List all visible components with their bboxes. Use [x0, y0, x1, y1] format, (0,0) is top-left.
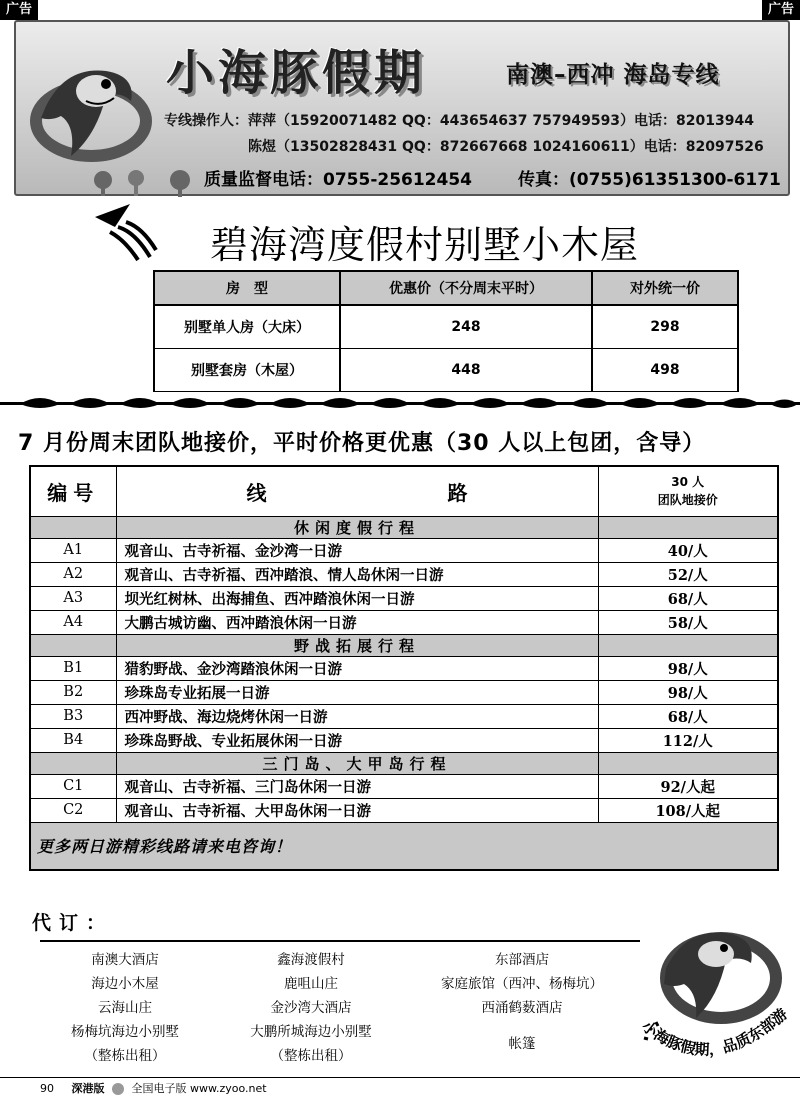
- dolphin-mascot-icon: [626, 918, 796, 1078]
- more-info-row: [30, 822, 778, 870]
- supervision-line: 质量监督电话：0755-25612454 传真：(0755)61351300-6171: [204, 170, 781, 190]
- national-edition: 全国电子版 www.zyoo.net: [131, 1082, 267, 1095]
- list-item: 杨梅坑海边小别墅: [71, 1024, 179, 1040]
- col-route-header: 线 路: [116, 466, 598, 516]
- room-type: 别墅套房（木屋）: [154, 348, 340, 391]
- table-row: B2 珍珠岛专业拓展一日游 98/人: [30, 680, 778, 704]
- list-item: 鹿咀山庄: [284, 976, 338, 992]
- table-row: A4 大鹏古城访幽、西冲踏浪休闲一日游 58/人: [30, 610, 778, 634]
- discount-price: 448: [340, 348, 592, 391]
- header-banner: [14, 20, 790, 196]
- section-row: [30, 752, 778, 774]
- list-item: （整栋出租）: [84, 1048, 166, 1064]
- globe-icon: [112, 1083, 124, 1095]
- villa-row: [154, 348, 738, 391]
- table-row: A3 坝光红树林、出海捕鱼、西冲踏浪休闲一日游 68/人: [30, 586, 778, 610]
- more-info-text: 更多两日游精彩线路请来电咨询！: [37, 837, 293, 857]
- booking-list: [40, 940, 640, 1068]
- wave-divider-icon: [0, 392, 800, 416]
- list-item: 大鹏所城海边小别墅: [250, 1024, 372, 1040]
- section-row: [30, 516, 778, 538]
- table-row: C2 观音山、古寺祈福、大甲岛休闲一日游 108/人起: [30, 798, 778, 822]
- discount-price: 248: [340, 305, 592, 348]
- room-type: 别墅单人房（大床）: [154, 305, 340, 348]
- villa-col-public: 对外统一价: [592, 271, 738, 305]
- operator-line-1: 专线操作人：萍萍（15920071482 QQ：443654637 757949593）电话：82013944: [164, 113, 754, 129]
- edition-label: 深港版: [71, 1082, 105, 1095]
- promo-headline: 7 月份周末团队地接价，平时价格更优惠（30 人以上包团，含导）: [18, 431, 706, 456]
- section-row: [30, 634, 778, 656]
- list-item: 家庭旅馆（西冲、杨梅坑）: [441, 976, 603, 992]
- villa-row: [154, 305, 738, 348]
- list-item: 南澳大酒店: [91, 952, 159, 968]
- villa-col-type: 房 型: [154, 271, 340, 305]
- list-item: 鑫海渡假村: [277, 952, 345, 968]
- villa-col-discount: 优惠价（不分周末平时）: [340, 271, 592, 305]
- ad-label-left: 广告: [0, 0, 38, 20]
- slogan-text: 小海豚假期，品质东部游: [638, 1004, 792, 1059]
- villa-price-table: [153, 270, 739, 392]
- booking-title: 代订：: [32, 912, 114, 934]
- ad-label-right: 广告: [762, 0, 800, 20]
- table-row: B3 西冲野战、海边烧烤休闲一日游 68/人: [30, 704, 778, 728]
- list-item: 东部酒店: [495, 952, 549, 968]
- public-price: 298: [592, 305, 738, 348]
- col-code-header: 编号: [30, 466, 116, 516]
- section-title: 三门岛、大甲岛行程: [116, 752, 598, 774]
- table-row: B1 猎豹野战、金沙湾踏浪休闲一日游 98/人: [30, 656, 778, 680]
- table-row: A2 观音山、古寺祈福、西冲踏浪、情人岛休闲一日游 52/人: [30, 562, 778, 586]
- public-price: 498: [592, 348, 738, 391]
- page-footer: [0, 1077, 800, 1100]
- list-item: 海边小木屋: [91, 976, 159, 992]
- villa-title: 碧海湾度假村别墅小木屋: [210, 223, 640, 267]
- list-item: 金沙湾大酒店: [270, 1000, 352, 1016]
- list-item: 西涌鹤薮酒店: [481, 1000, 563, 1016]
- brand-title: 小海豚假期: [166, 45, 427, 101]
- trees-icon: [88, 168, 218, 198]
- section-title: 休闲度假行程: [116, 516, 598, 538]
- operator-line-2: 陈煜（13502828431 QQ：872667668 1024160611）电话：82097526: [248, 139, 764, 155]
- list-item: （整栋出租）: [270, 1048, 352, 1064]
- list-item: 帐篷: [508, 1036, 536, 1052]
- decorative-stroke-icon: [90, 202, 160, 262]
- page-number: 90: [40, 1082, 54, 1095]
- list-item: 云海山庄: [98, 1000, 152, 1016]
- table-row: B4 珍珠岛野战、专业拓展休闲一日游 112/人: [30, 728, 778, 752]
- table-row: A1 观音山、古寺祈福、金沙湾一日游 40/人: [30, 538, 778, 562]
- table-row: C1 观音山、古寺祈福、三门岛休闲一日游 92/人起: [30, 774, 778, 798]
- tours-table: [29, 465, 779, 871]
- dolphin-logo-icon: [26, 46, 156, 176]
- col-price-header: 30 人 团队地接价: [598, 466, 778, 516]
- route-title: 南澳–西冲 海岛专线: [506, 62, 720, 88]
- section-title: 野战拓展行程: [116, 634, 598, 656]
